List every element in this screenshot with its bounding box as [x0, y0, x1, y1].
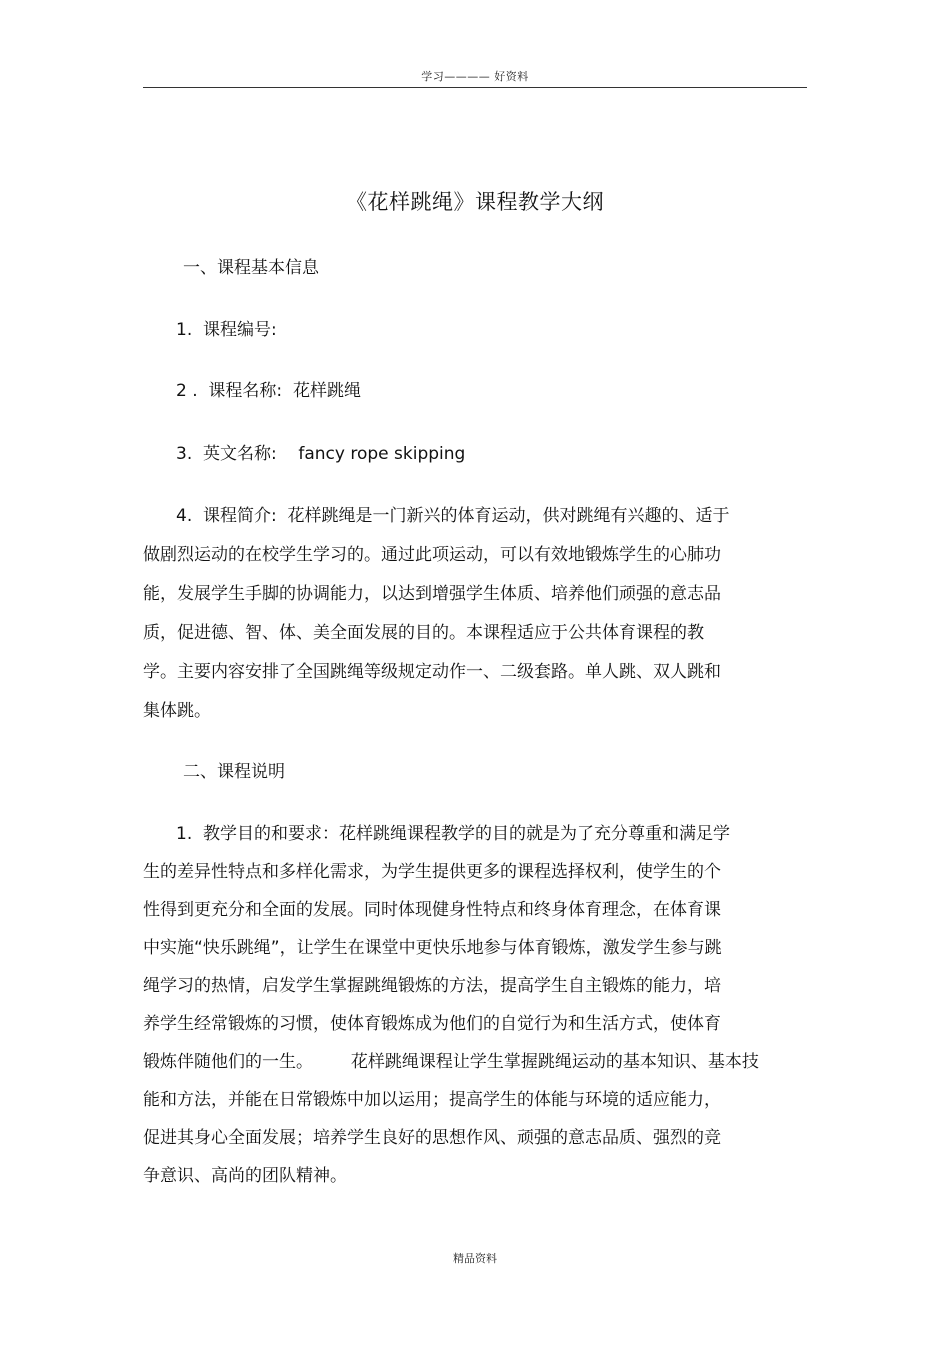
intro-line: 学。主要内容安排了全国跳绳等级规定动作一、二级套路。单人跳、双人跳和 — [143, 662, 721, 682]
intro-line: 集体跳。 — [143, 701, 211, 721]
objectives-line: 促进其身心全面发展；培养学生良好的思想作风、顽强的意志品质、强烈的竞 — [143, 1128, 721, 1148]
intro-line: 能，发展学生手脚的协调能力，以达到增强学生体质、培养他们顽强的意志品 — [143, 584, 721, 604]
intro-line: 做剧烈运动的在校学生学习的。通过此项运动，可以有效地锻炼学生的心肺功 — [143, 545, 721, 565]
objectives-line: 1. 教学目的和要求：花样跳绳课程教学的目的就是为了充分尊重和满足学 — [176, 824, 731, 844]
course-number-line: 1. 课程编号: — [176, 320, 277, 340]
section-heading-basic-info: 一、课程基本信息 — [183, 258, 319, 278]
english-name-line: 3. 英文名称: fancy rope skipping — [176, 444, 466, 464]
intro-line: 4. 课程简介: 花样跳绳是一门新兴的体育运动，供对跳绳有兴趣的、适于 — [176, 506, 730, 526]
document-title: 《花样跳绳》课程教学大纲 — [346, 190, 604, 214]
objectives-line: 锻炼伴随他们的一生。 花样跳绳课程让学生掌握跳绳运动的基本知识、基本技 — [143, 1052, 759, 1072]
objectives-line: 绳学习的热情，启发学生掌握跳绳锻炼的方法，提高学生自主锻炼的能力，培 — [143, 976, 721, 996]
objectives-line: 争意识、高尚的团队精神。 — [143, 1166, 347, 1186]
section-heading-course-description: 二、课程说明 — [183, 762, 285, 782]
header-divider — [143, 87, 807, 88]
objectives-line: 养学生经常锻炼的习惯，使体育锻炼成为他们的自觉行为和生活方式，使体育 — [143, 1014, 721, 1034]
objectives-line: 能和方法，并能在日常锻炼中加以运用；提高学生的体能与环境的适应能力， — [143, 1090, 721, 1110]
page-header-text: 学习———— 好资料 — [421, 70, 529, 83]
objectives-line: 性得到更充分和全面的发展。同时体现健身性特点和终身体育理念，在体育课 — [143, 900, 721, 920]
objectives-line: 中实施“快乐跳绳”，让学生在课堂中更快乐地参与体育锻炼，激发学生参与跳 — [143, 938, 722, 958]
intro-line: 质，促进德、智、体、美全面发展的目的。本课程适应于公共体育课程的教 — [143, 623, 704, 643]
course-name-line: 2 . 课程名称: 花样跳绳 — [176, 381, 361, 401]
objectives-line: 生的差异性特点和多样化需求，为学生提供更多的课程选择权利，使学生的个 — [143, 862, 721, 882]
page-footer-text: 精品资料 — [453, 1252, 497, 1265]
